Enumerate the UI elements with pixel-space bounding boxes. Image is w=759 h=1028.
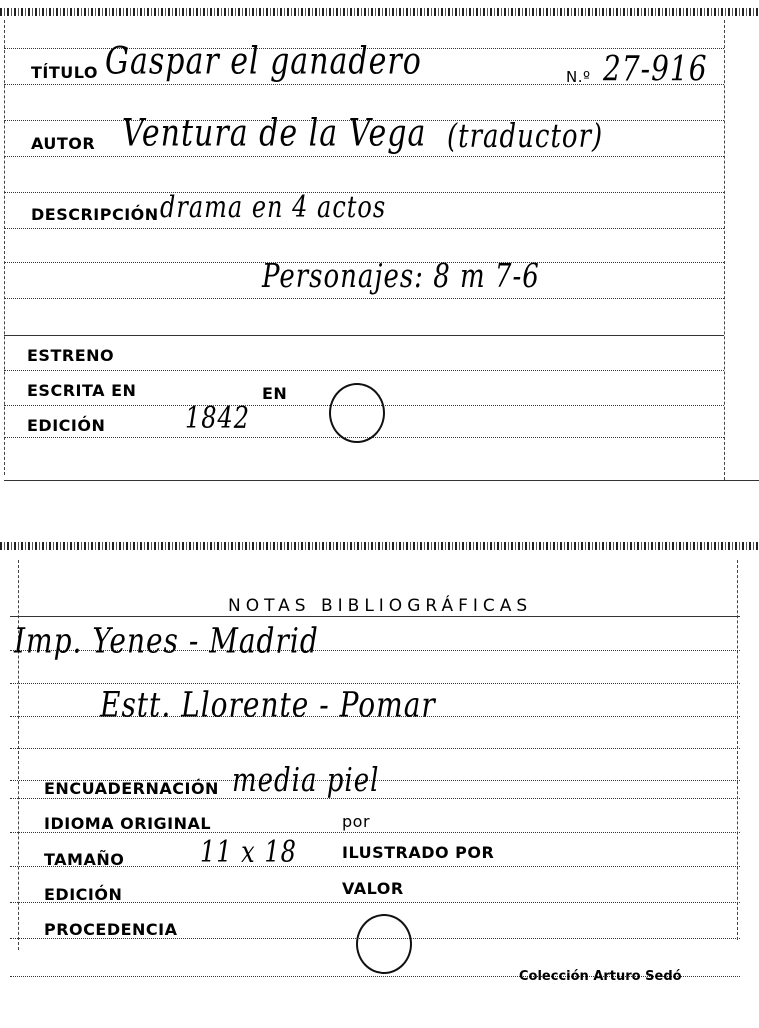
estreno-label: ESTRENO: [27, 346, 115, 365]
descripcion-handwritten: drama en 4 actos: [160, 189, 387, 225]
numero-handwritten: 27-916: [603, 47, 708, 90]
autor-note-handwritten: (traductor): [447, 118, 604, 156]
tamano-label: TAMAÑO: [44, 850, 125, 869]
card-right-edge: [737, 560, 738, 940]
valor-label: VALOR: [342, 879, 404, 898]
ilustrado-por-label: ILUSTRADO POR: [342, 843, 495, 862]
autor-handwritten: Ventura de la Vega: [122, 111, 427, 156]
notas-heading: NOTAS BIBLIOGRÁFICAS: [228, 596, 533, 616]
card-top-edge: [0, 8, 759, 16]
edicion-handwritten: 1842: [185, 400, 251, 436]
ruled-line: [10, 748, 740, 749]
card-right-edge: [724, 20, 725, 480]
edicion-label: EDICIÓN: [44, 885, 123, 904]
nota-line2-handwritten: Estt. Llorente - Pomar: [100, 683, 436, 726]
ruled-line: [4, 335, 724, 336]
en-label: EN: [262, 384, 288, 403]
ruled-line: [4, 228, 724, 229]
card-left-edge: [4, 20, 5, 475]
ruled-line: [4, 298, 724, 299]
catalog-card-top: [0, 0, 759, 495]
card-top-edge: [0, 542, 759, 550]
personajes-handwritten: Personajes: 8 m 7-6: [262, 258, 540, 296]
catalog-card-bottom: [0, 540, 759, 1028]
encuadernacion-handwritten: media piel: [232, 762, 380, 800]
escrita-en-label: ESCRITA EN: [27, 381, 137, 400]
punch-hole-circle: [356, 914, 412, 974]
ruled-line: [4, 156, 724, 157]
card-bottom-line: [4, 480, 759, 481]
idioma-original-label: IDIOMA ORIGINAL: [44, 814, 212, 833]
edicion-label: EDICIÓN: [27, 416, 106, 435]
descripcion-label: DESCRIPCIÓN: [31, 205, 159, 224]
punch-hole-circle: [329, 383, 385, 443]
procedencia-label: PROCEDENCIA: [44, 920, 178, 939]
nota-line1-handwritten: Imp. Yenes - Madrid: [14, 619, 319, 662]
card-left-edge: [18, 560, 19, 950]
ruled-line: [4, 370, 724, 371]
titulo-label: TÍTULO: [31, 63, 98, 82]
titulo-handwritten: Gaspar el ganadero: [105, 39, 422, 84]
autor-label: AUTOR: [31, 134, 96, 153]
ruled-line: [10, 616, 740, 617]
tamano-handwritten: 11 x 18: [200, 834, 297, 870]
por-label: por: [342, 812, 371, 831]
collection-credit: Colección Arturo Sedó: [519, 969, 682, 984]
numero-label: N.º: [566, 68, 591, 86]
encuadernacion-label: ENCUADERNACIÓN: [44, 779, 219, 798]
